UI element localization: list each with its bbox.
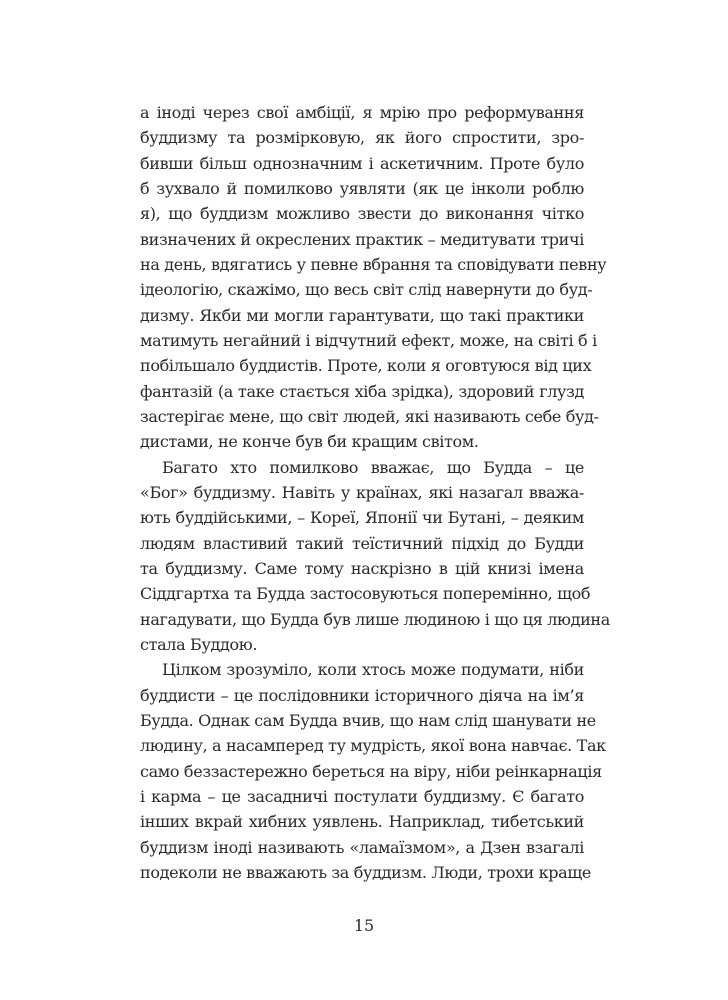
paragraph (140, 455, 610, 658)
text-line: буддисти – це послідовники історичного діяча на ім’я (140, 685, 584, 705)
text-line: буддизму та розмірковую, як його спростити, зро- (140, 128, 584, 148)
text-line: Будда. Однак сам Будда вчив, що нам слід шанувати не (140, 710, 596, 730)
text-line: застерігає мене, що світ людей, які називають себе буд- (140, 406, 599, 426)
text-line: дистами, не конче був би кращим світом. (140, 432, 479, 452)
text-line: стала Буддою. (140, 634, 258, 654)
page-body (140, 100, 610, 885)
paragraph (140, 657, 606, 885)
paragraph (140, 100, 607, 455)
text-line: бивши більш однозначним і аскетичним. Проте було (140, 153, 584, 173)
text-line: дизму. Якби ми могли гарантувати, що такі практики (140, 305, 584, 325)
text-line: побільшало буддистів. Проте, коли я оговтуюся від цих (140, 356, 592, 376)
text-line: людину, а насамперед ту мудрість, якої вона навчає. Так (140, 736, 606, 756)
text-line: нагадувати, що Будда був лише людиною і що ця людина (140, 609, 610, 629)
text-line: людям властивий такий теїстичний підхід до Будди (140, 533, 584, 553)
text-line: я), що буддизм можливо звести до виконання чітко (140, 204, 584, 224)
text-line: «Бог» буддизму. Навіть у країнах, які назагал вважа- (140, 482, 584, 502)
text-line: і карма – це засадничі постулати буддизму. Є багато (140, 786, 584, 806)
text-line: б зухвало й помилково уявляти (як це інколи роблю (140, 178, 584, 198)
text-line: Багато хто помилково вважає, що Будда – це (162, 457, 584, 477)
text-line: Сіддгартха та Будда застосовуються поперемінно, щоб (140, 584, 591, 604)
text-line: ють буддійськими, – Кореї, Японії чи Бутані, – деяким (140, 508, 584, 528)
text-line: інших вкрай хибних уявлень. Наприклад, тибетський (140, 812, 584, 832)
text-line: а іноді через свої амбіції, я мрію про реформування (140, 103, 584, 122)
text-line: визначених й окреслених практик – медитувати тричі (140, 229, 584, 249)
text-line: Цілком зрозуміло, коли хтось може подумати, ніби (162, 660, 584, 680)
text-line: само беззастережно береться на віру, ніби реінкарнація (140, 761, 602, 781)
text-line: та буддизму. Саме тому наскрізно в цій книзі імена (140, 558, 584, 578)
page-number: 15 (353, 916, 375, 935)
text-line: на день, вдягатись у певне вбрання та сповідувати певну (140, 254, 607, 274)
text-line: фантазій (а таке стається хіба зрідка), здоровий глузд (140, 381, 584, 401)
text-line: ідеологію, скажімо, що весь світ слід навернути до буд- (140, 280, 593, 300)
text-line: буддизм іноді називають «ламаїзмом», а Дзен взагалі (140, 837, 584, 857)
text-line: матимуть негайний і відчутний ефект, може, на світі б і (140, 330, 597, 350)
text-line: подеколи не вважають за буддизм. Люди, трохи краще (140, 862, 591, 882)
